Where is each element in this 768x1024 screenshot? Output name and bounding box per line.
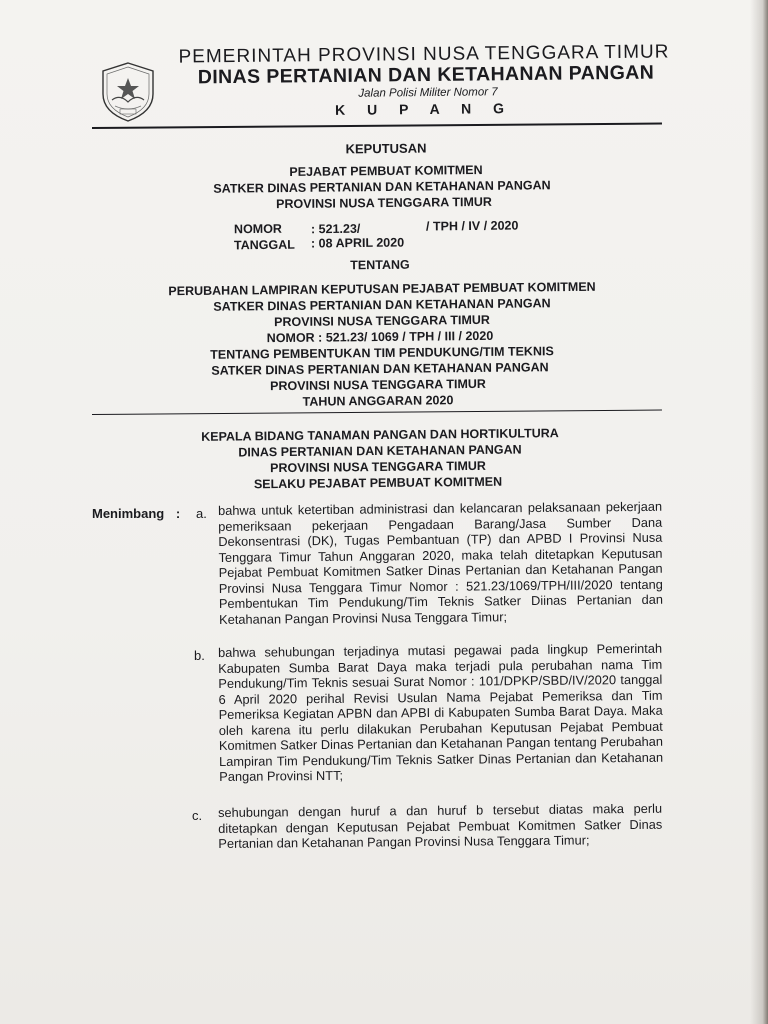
issuer-line: PROVINSI NUSA TENGGARA TIMUR xyxy=(276,194,492,212)
issuer-line: SATKER DINAS PERTANIAN DAN KETAHANAN PANGAN xyxy=(213,178,551,196)
point-letter: a. xyxy=(196,506,207,521)
agency-address: Jalan Polisi Militer Nomor 7 xyxy=(358,86,498,100)
section-rule xyxy=(92,410,662,416)
considering-colon: : xyxy=(175,506,181,521)
government-line: PEMERINTAH PROVINSI NUSA TENGGARA TIMUR xyxy=(178,41,670,68)
subject-line: PERUBAHAN LAMPIRAN KEPUTUSAN PEJABAT PEMBUAT KOMITMEN xyxy=(168,279,596,299)
signatory-line: DINAS PERTANIAN DAN KETAHANAN PANGAN xyxy=(238,442,522,460)
provincial-emblem-icon xyxy=(96,60,160,124)
signatory-line: PROVINSI NUSA TENGGARA TIMUR xyxy=(270,458,486,476)
subject-line: PROVINSI NUSA TENGGARA TIMUR xyxy=(270,376,486,394)
subject-line: TENTANG PEMBENTUKAN TIM PENDUKUNG/TIM TEKNIS xyxy=(210,344,554,362)
considering-point-a: bahwa untuk ketertiban administrasi dan kelancaran pelaksanaan pekerjaan pemeriksaan pekerjaan Pengadaan Barang/Jasa Sumber Dana Dekonsentrasi (DK), Tugas Pembantuan (TP) dan APBD I Provinsi Nusa Tenggara Timur Tahun Anggaran 2020, maka telah ditetapkan Keputusan Pejabat Pembuat Komitmen Satker Dinas Pertanian dan Ketahanan Pangan Provinsi Nusa Tenggara Timur Nomor : 521.23/1069/TPH/III/2020 tentang Pembentukan Tim Pendukung/Tim Teknis Satker Diinas Pertanian dan Ketahanan Pangan Provinsi Nusa Tenggara Timur; xyxy=(218,498,664,627)
tanggal-label: TANGGAL xyxy=(233,237,295,253)
considering-label-text: Menimbang xyxy=(92,506,165,521)
issuer-line: PEJABAT PEMBUAT KOMITMEN xyxy=(289,162,483,180)
agency-city: K U P A N G xyxy=(335,100,513,118)
tentang-heading: TENTANG xyxy=(350,257,410,273)
letterhead-rule xyxy=(92,123,662,130)
point-letter: c. xyxy=(192,808,203,823)
tanggal-value: : 08 APRIL 2020 xyxy=(310,235,405,251)
page-edge-shadow xyxy=(750,0,768,1024)
considering-point-b: bahwa sehubungan terjadinya mutasi pegawai pada lingkup Pemerintah Kabupaten Sumba Barat Daya maka terjadi pula perubahan nama Tim Pendukung/Tim Teknis sesuai Surat Nomor : 101/DPKP/SBD/IV/2020 tanggal 6 April 2020 perihal Revisi Usulan Nama Pejabat Pemeriksa dan Tim Pemeriksa Kegiatan APBN dan APBI di Kabupaten Sumba Barat Daya. Maka oleh karena itu perlu dilakukan Perubahan Keputusan Pejabat Pembuat Komitmen Satker Dinas Pertanian dan Ketahanan Pangan tentang Perubahan Lampiran Tim Pendukung/Tim Teknis Satker Dinas Pertanian dan Ketahanan Pangan Provinsi NTT; xyxy=(218,640,664,784)
signatory-line: SELAKU PEJABAT PEMBUAT KOMITMEN xyxy=(253,474,503,492)
nomor-prefix: : 521.23/ xyxy=(310,221,361,237)
subject-line: NOMOR : 521.23/ 1069 / TPH / III / 2020 xyxy=(266,328,494,346)
decree-title: KEPUTUSAN xyxy=(345,140,427,157)
signatory-line: KEPALA BIDANG TANAMAN PANGAN DAN HORTIKULTURA xyxy=(201,426,559,444)
nomor-suffix: / TPH / IV / 2020 xyxy=(425,218,519,234)
subject-line: TAHUN ANGGARAN 2020 xyxy=(302,393,454,409)
agency-name: DINAS PERTANIAN DAN KETAHANAN PANGAN xyxy=(197,61,655,89)
point-letter: b. xyxy=(194,648,205,663)
nomor-label: NOMOR xyxy=(233,221,282,237)
subject-line: SATKER DINAS PERTANIAN DAN KETAHANAN PANGAN xyxy=(211,360,549,378)
considering-point-c: sehubungan dengan huruf a dan huruf b tersebut diatas maka perlu ditetapkan dengan Keputusan Pejabat Pembuat Komitmen Satker Dinas Pertanian dan Ketahanan Pangan Provinsi Nusa Tenggara Timur; xyxy=(218,800,663,851)
subject-line: PROVINSI NUSA TENGGARA TIMUR xyxy=(274,312,490,330)
considering-label xyxy=(92,506,180,521)
subject-line: SATKER DINAS PERTANIAN DAN KETAHANAN PANGAN xyxy=(213,296,551,314)
